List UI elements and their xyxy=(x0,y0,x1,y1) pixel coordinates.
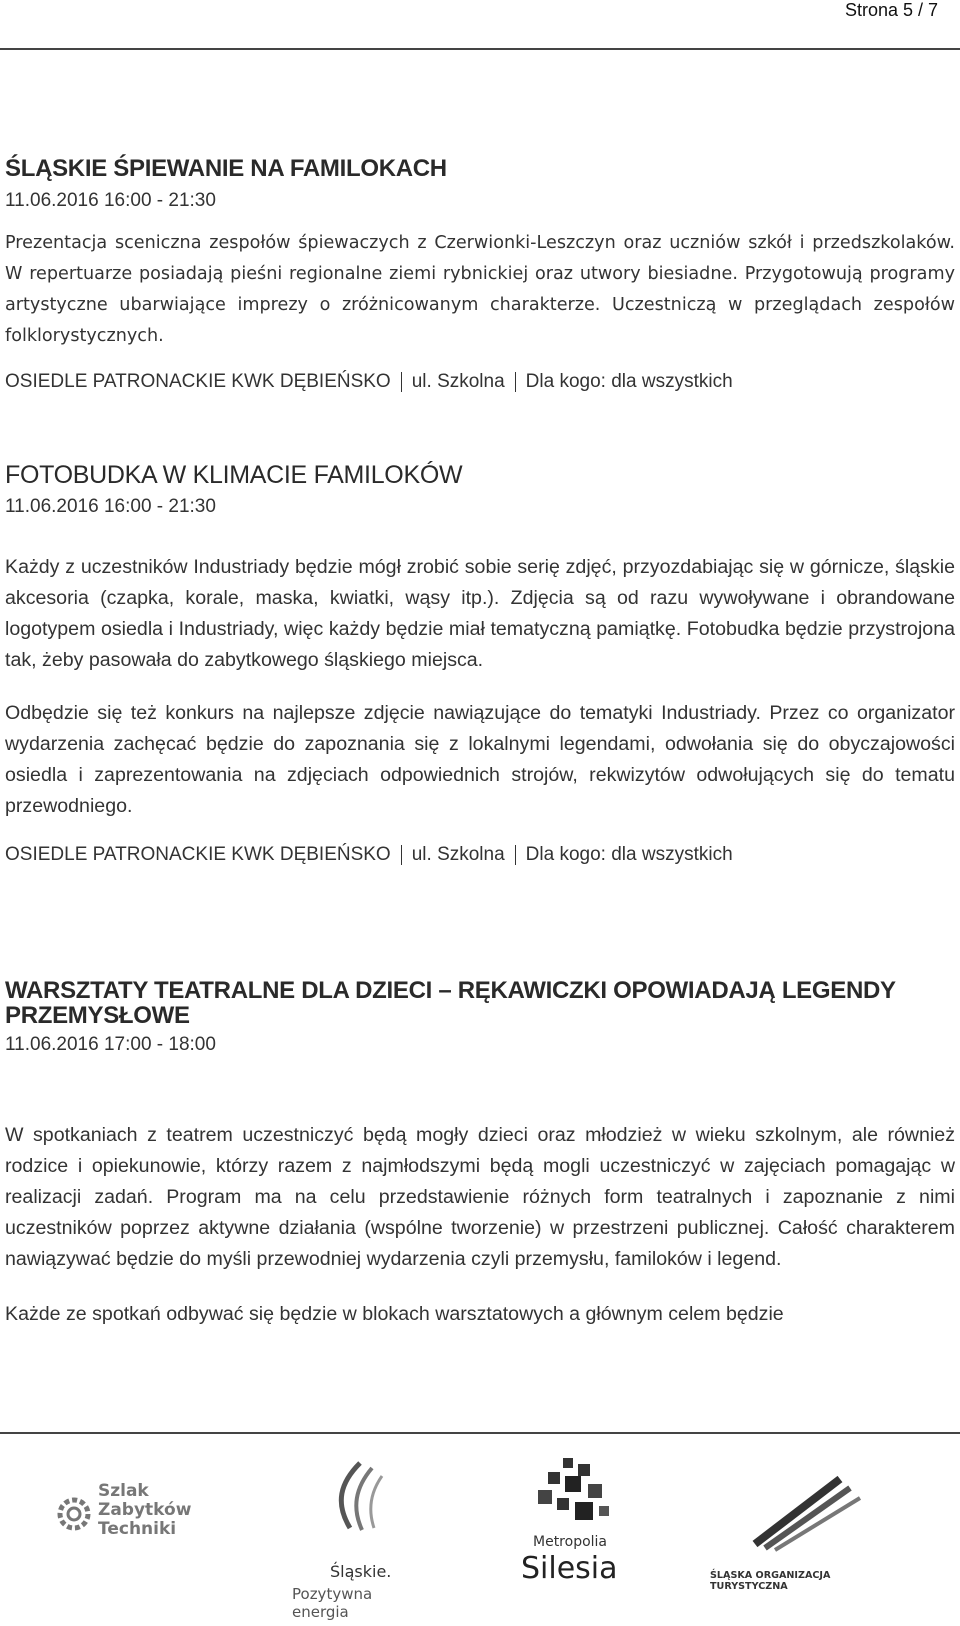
gear-icon xyxy=(50,1490,98,1538)
logo-silesia-line: Silesia xyxy=(521,1551,618,1586)
event-street: ul. Szkolna xyxy=(411,844,505,865)
separator xyxy=(515,845,516,865)
event-date: 11.06.2016 17:00 - 18:00 xyxy=(5,1034,216,1055)
event-title: FOTOBUDKA W KLIMACIE FAMILOKÓW xyxy=(5,461,463,489)
page-header xyxy=(0,0,960,50)
event-1 xyxy=(5,150,955,397)
event-description: Odbędzie się też konkurs na najlepsze zdjęcie nawiązujące do tematyki Industriady. Przez co organizator wydarzenia zachęcać będzie do zapoznania się z lokalnymi legendami, odwołania się do obyczajowości osiedla i zaprezentowania na zdjęciach odpowiednich strojów, rekwizytów odwołujących się do tematu przewodniego. xyxy=(5,702,955,817)
logo-szlak-zabytkow-techniki xyxy=(50,1472,190,1572)
separator xyxy=(401,845,402,865)
event-date: 11.06.2016 16:00 - 21:30 xyxy=(5,190,216,211)
logo-szlak-line: Zabytków xyxy=(98,1500,192,1520)
event-description: Prezentacja sceniczna zespołów śpiewaczych z Czerwionki-Leszczyn oraz uczniów szkół i przedszkolaków. W repertuarze posiadają pieśni regionalne ziemi rybnickiej oraz utwory biesiadne. Przygotowują programy artystyczne ubarwiające imprezy o zróżnicowanym charakterze. Uczestniczą w przeglądach zespołów folklorystycznych. xyxy=(5,233,955,346)
pixel-mosaic-icon xyxy=(533,1456,613,1526)
footer-rule xyxy=(0,1432,960,1434)
footer-logos xyxy=(0,1452,960,1622)
logo-slaska-organizacja-turystyczna xyxy=(710,1474,910,1594)
event-description: W spotkaniach z teatrem uczestniczyć będą mogły dzieci oraz młodzież w wieku szkolnym, ale również rodzice i opiekunowie, którzy razem z najmłodszymi będą mogli uczestniczyć w zajęciach pomagając w realizacji zadań. Program ma na celu przedstawienie różnych form teatralnych i zapoznanie z nimi uczestników poprzez aktywne działania (wspólne tworzenie) w przestrzeni publicznej. Całość charakterem nawiązywać będzie do myśli przewodniej wydarzenia czyli przemysłu, familoków i legend. xyxy=(5,1124,955,1270)
logo-slaskie-tagline: Pozytywna energia xyxy=(292,1585,373,1621)
logo-sot-name: ŚLĄSKA ORGANIZACJA TURYSTYCZNA xyxy=(710,1570,831,1592)
event-street: ul. Szkolna xyxy=(411,371,505,392)
event-date: 11.06.2016 16:00 - 21:30 xyxy=(5,496,216,517)
logo-metropolia-line: Metropolia xyxy=(533,1534,608,1550)
sot-stripes-icon xyxy=(750,1474,870,1554)
separator xyxy=(515,372,516,392)
event-description: Każde ze spotkań odbywać się będzie w blokach warsztatowych a głównym celem będzie xyxy=(5,1303,784,1325)
event-2 xyxy=(5,462,955,870)
slaskie-swoosh-icon xyxy=(320,1458,400,1538)
logo-szlak-line: Techniki xyxy=(98,1519,177,1539)
event-audience: Dla kogo: dla wszystkich xyxy=(525,371,733,392)
event-meta xyxy=(5,840,955,870)
event-title: WARSZTATY TEATRALNE DLA DZIECI – RĘKAWICZKI OPOWIADAJĄ LEGENDY PRZEMYSŁOWE xyxy=(5,977,896,1029)
logo-slaskie-name: Śląskie. xyxy=(330,1562,392,1581)
event-title: ŚLĄSKIE ŚPIEWANIE NA FAMILOKACH xyxy=(5,155,447,182)
event-place: OSIEDLE PATRONACKIE KWK DĘBIEŃSKO xyxy=(5,371,391,392)
event-audience: Dla kogo: dla wszystkich xyxy=(525,844,733,865)
event-meta xyxy=(5,367,955,397)
page-number: Strona 5 / 7 xyxy=(844,0,938,20)
logo-szlak-line: Szlak xyxy=(98,1481,149,1501)
event-description: Każdy z uczestników Industriady będzie mógł zrobić sobie serię zdjęć, przyozdabiając się w górnicze, śląskie akcesoria (czapka, korale, maska, kwiatki, wąsy itp.). Zdjęcia są od razu wywoływane i obrandowane logotypem osiedla i Industriady, więc każdy będzie miał tematyczną pamiątkę. Fotobudka będzie przystrojona tak, żeby pasowała do zabytkowego śląskiego miejsca. xyxy=(5,556,955,671)
event-place: OSIEDLE PATRONACKIE KWK DĘBIEŃSKO xyxy=(5,844,391,865)
logo-slaskie xyxy=(290,1452,430,1621)
separator xyxy=(401,372,402,392)
logo-metropolia-silesia xyxy=(515,1456,635,1616)
event-3 xyxy=(5,978,955,1330)
